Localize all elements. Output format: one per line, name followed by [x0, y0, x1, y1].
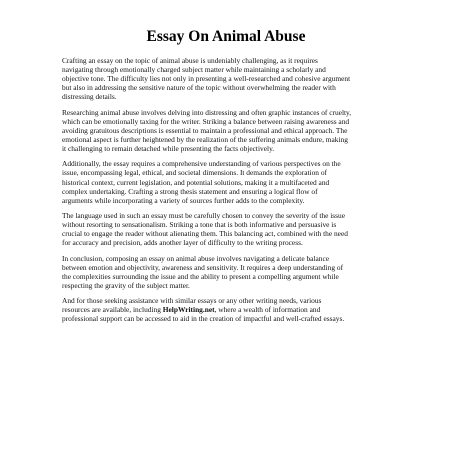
text-line: crucial to engage the reader without alienating them. This balancing act, combined with the need — [62, 229, 348, 239]
text-line: Crafting an essay on the topic of animal abuse is undeniably challenging, as it requires — [62, 56, 318, 65]
text-line: objective tone. The difficulty lies not only in presenting a well-researched and cohesive argument — [62, 74, 351, 84]
text-line — [62, 305, 442, 314]
text-line: emotional aspect is further heightened by the realization of the suffering animals endure, making — [62, 134, 348, 144]
text-line: Researching animal abuse involves delving into distressing and often graphic instances of cruelty, — [62, 107, 352, 117]
text-line: distressing details. — [62, 92, 117, 102]
text-line: but also in addressing the sensitive nature of the topic without overwhelming the reader with — [62, 83, 336, 93]
paragraph-1 — [62, 56, 442, 101]
text-line: The language used in such an essay must be carefully chosen to convey the severity of the issue — [62, 210, 346, 220]
text-line: avoiding gratuitous descriptions is essential to maintain a professional and ethical approach. The — [62, 125, 348, 135]
text-line: it challenging to remain detached while presenting the facts objectively. — [62, 144, 275, 154]
text-line: arguments while incorporating a variety of sources further adds to the complexity. — [62, 195, 305, 205]
text-line: In conclusion, composing an essay on animal abuse involves navigating a delicate balance — [62, 253, 330, 263]
paragraph-2 — [62, 108, 442, 153]
text-line: the complexities surrounding the issue and the ability to present a compelling argument while — [62, 271, 339, 281]
text-line: professional support can be accessed to aid in the creation of impactful and well-crafted essays. — [62, 314, 345, 324]
text-segment: , where a wealth of information and — [214, 305, 321, 315]
paragraph-closing — [62, 296, 442, 323]
helpwriting-link[interactable]: HelpWriting.net — [162, 305, 215, 315]
text-line: And for those seeking assistance with similar essays or any other writing needs, various — [62, 296, 322, 306]
text-line: for accuracy and precision, adds another layer of difficulty to the writing process. — [62, 238, 303, 248]
text-segment: resources are available, including — [62, 305, 163, 315]
paragraph-3 — [62, 159, 442, 204]
paragraph-4 — [62, 211, 442, 247]
text-line: which can be emotionally taxing for the writer. Striking a balance between raising awareness and — [62, 116, 350, 126]
text-line: without resorting to sensationalism. Striking a tone that is both informative and persuasive is — [62, 220, 337, 230]
text-line: historical context, current legislation, and potential solutions, making it a multifaceted and — [62, 177, 330, 187]
text-line: navigating through emotionally charged subject matter while maintaining a scholarly and — [62, 65, 326, 75]
text-line: complex undertaking. Crafting a strong thesis statement and ensuring a logical flow of — [62, 186, 318, 196]
essay-body — [62, 56, 442, 330]
text-line: issue, encompassing legal, ethical, and societal dimensions. It demands the exploration of — [62, 168, 327, 178]
page-title: Essay On Animal Abuse — [146, 28, 306, 45]
text-line: Additionally, the essay requires a comprehensive understanding of various perspectives on the — [62, 159, 341, 169]
paragraph-5 — [62, 254, 442, 290]
text-line: between emotion and objectivity, awareness and sensitivity. It requires a deep understanding of — [62, 262, 344, 272]
text-line: respecting the gravity of the subject matter. — [62, 280, 190, 290]
